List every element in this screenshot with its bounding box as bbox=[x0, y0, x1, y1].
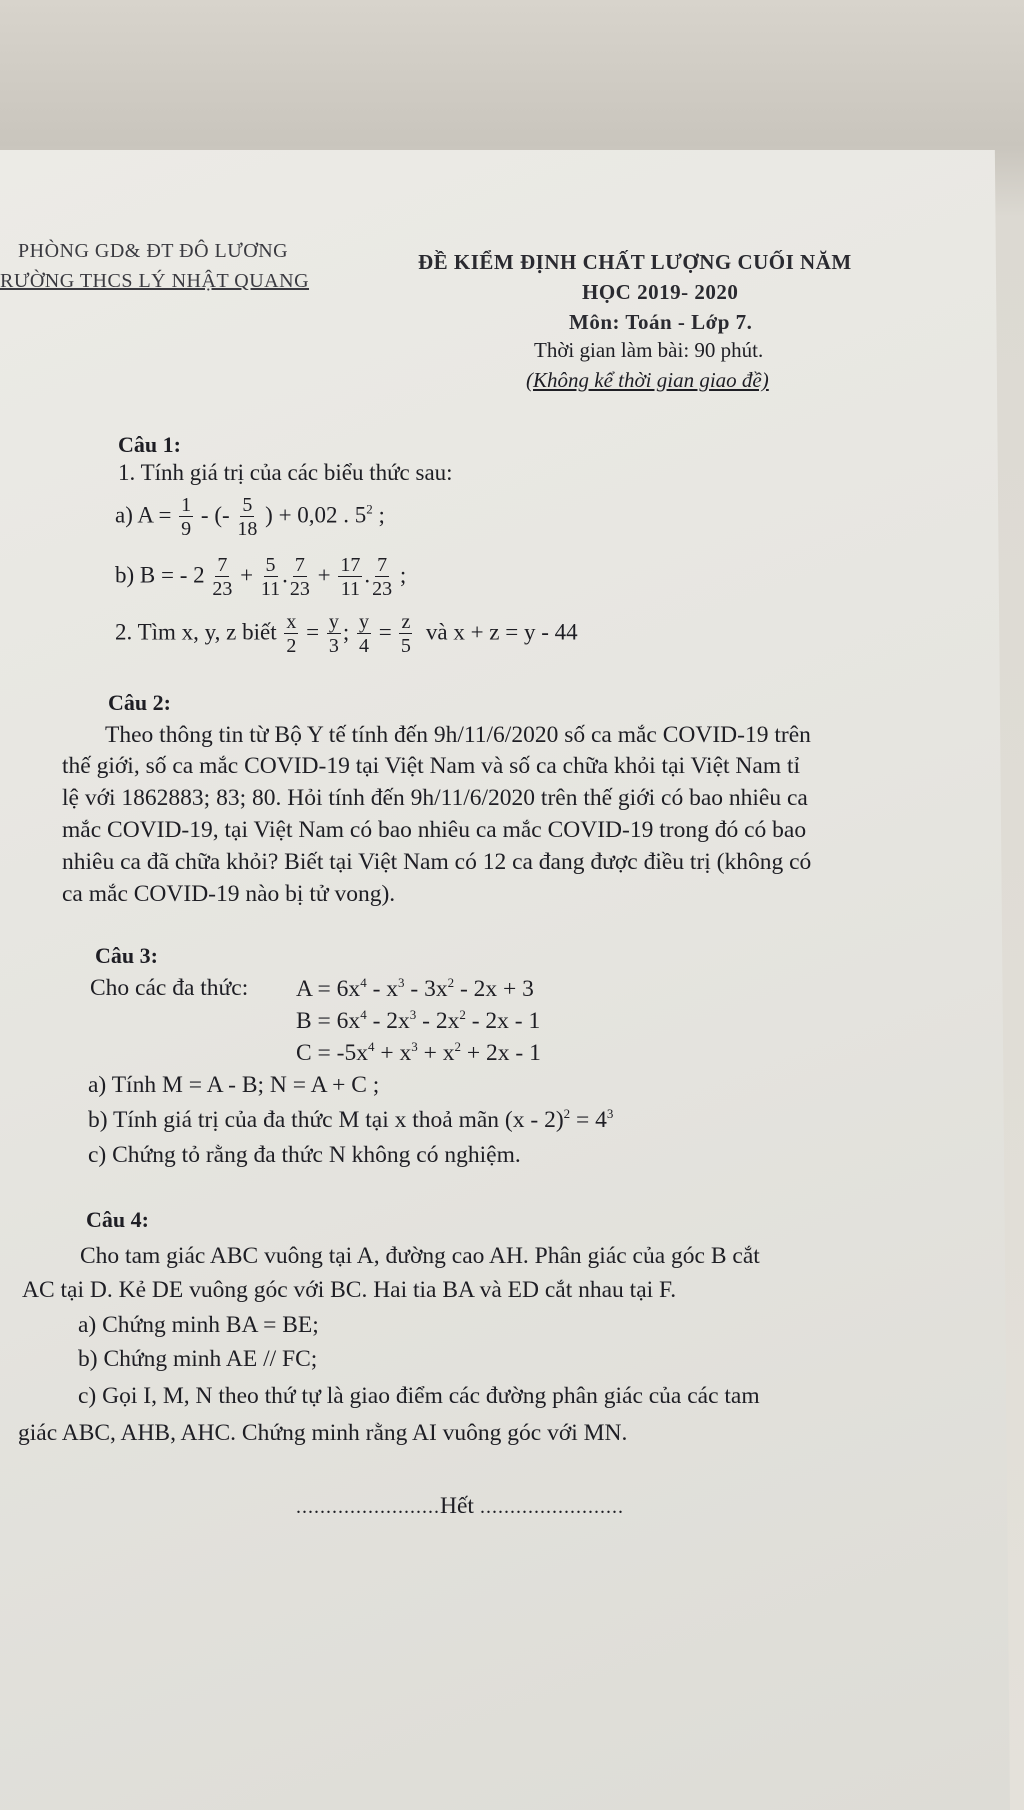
q1p2-fraction-1: $\frac{x}{2}$ bbox=[286, 611, 297, 657]
q1a-tail: ) + 0,02 . 5 bbox=[265, 502, 367, 528]
exam-subject: Môn: Toán - Lớp 7. bbox=[569, 310, 753, 334]
question-4-line-1: Cho tam giác ABC vuông tại A, đường cao AH. Phân giác của góc B cắt bbox=[80, 1243, 760, 1269]
question-1b-expression bbox=[115, 555, 406, 599]
question-2-line-2: thế giới, số ca mắc COVID-19 tại Việt Nam và số ca chữa khỏi tại Việt Nam tỉ bbox=[62, 753, 801, 779]
question-3a: a) Tính M = A - B; N = A + C ; bbox=[88, 1072, 380, 1098]
question-1-part-2 bbox=[115, 612, 578, 656]
question-1-intro: 1. Tính giá trị của các biểu thức sau: bbox=[118, 460, 453, 485]
department-name: PHÒNG GD& ĐT ĐÔ LƯƠNG bbox=[18, 240, 289, 262]
q1b-prefix: b) B = - 2 bbox=[115, 562, 205, 588]
exam-duration: Thời gian làm bài: 90 phút. bbox=[534, 338, 764, 362]
question-2-line-5: nhiêu ca đã chữa khỏi? Biết tại Việt Nam có 12 ca đang được điều trị (không có bbox=[62, 849, 812, 875]
question-4-title: Câu 4: bbox=[86, 1207, 149, 1232]
q1p2-tail: và x + z = y - 44 bbox=[425, 619, 578, 645]
end-word: Hết bbox=[440, 1493, 474, 1519]
q1b-plus-2: + bbox=[317, 562, 331, 588]
question-3-intro: Cho các đa thức: bbox=[90, 975, 249, 1001]
q1a-prefix: a) A = bbox=[115, 502, 172, 528]
question-1a-expression bbox=[115, 495, 385, 539]
question-4c-line-2: giác ABC, AHB, AHC. Chứng minh rằng AI vuông góc với MN. bbox=[18, 1420, 628, 1446]
school-name: RƯỜNG THCS LÝ NHẬT QUANG bbox=[0, 270, 310, 292]
q1p2-prefix: 2. Tìm x, y, z biết bbox=[115, 619, 277, 645]
question-1-title: Câu 1: bbox=[118, 432, 181, 457]
q1a-exponent: 2 bbox=[366, 501, 373, 517]
question-4c-line-1: c) Gọi I, M, N theo thứ tự là giao điểm các đường phân giác của các tam bbox=[78, 1383, 760, 1409]
q1b-fraction-3: $\frac{7}{23}$ bbox=[289, 554, 310, 600]
question-2-line-4: mắc COVID-19, tại Việt Nam có bao nhiêu ca mắc COVID-19 trong đó có bao bbox=[62, 817, 807, 843]
end-marker bbox=[296, 1493, 624, 1520]
question-4b: b) Chứng minh AE // FC; bbox=[78, 1346, 318, 1372]
exam-title: ĐỀ KIỂM ĐỊNH CHẤT LƯỢNG CUỐI NĂM bbox=[418, 250, 852, 274]
polynomial-b: $B = 6x^4 - 2x^3 - 2x^2 - 2x - 1$ bbox=[296, 1007, 541, 1034]
end-left-dots: ........................ bbox=[296, 1496, 440, 1518]
q1a-fraction-2: $\frac{5}{18}$ bbox=[237, 494, 258, 540]
exam-note: (Không kể thời gian giao đề) bbox=[526, 368, 769, 392]
question-4a: a) Chứng minh BA = BE; bbox=[78, 1312, 319, 1338]
q1b-fraction-2: $\frac{5}{11}$ bbox=[260, 554, 281, 600]
q1a-fraction-1: $\frac{1}{9}$ bbox=[181, 494, 192, 540]
question-2-line-1: Theo thông tin từ Bộ Y tế tính đến 9h/11/6/2020 số ca mắc COVID-19 trên bbox=[105, 722, 811, 748]
q1b-plus-1: + bbox=[240, 562, 254, 588]
end-right-dots: ........................ bbox=[479, 1496, 624, 1518]
question-3-title: Câu 3: bbox=[95, 943, 158, 968]
q1b-dot-2: . bbox=[364, 562, 371, 588]
polynomial-a: $A = 6x^4 - x^3 - 3x^2 - 2x + 3$ bbox=[296, 975, 534, 1002]
question-2-line-3: lệ với 1862883; 83; 80. Hỏi tính đến 9h/11/6/2020 trên thế giới có bao nhiêu ca bbox=[62, 785, 808, 811]
q1a-mid: - (- bbox=[200, 502, 230, 528]
q1a-end: ; bbox=[378, 502, 385, 528]
question-2-title: Câu 2: bbox=[108, 690, 171, 715]
question-2-line-6: ca mắc COVID-19 nào bị tử vong). bbox=[62, 881, 396, 907]
q1p2-separator: ; bbox=[342, 619, 350, 645]
question-3c: c) Chứng tỏ rằng đa thức N không có nghiệm. bbox=[88, 1142, 521, 1168]
q1b-dot-1: . bbox=[282, 562, 288, 588]
exam-school-year: HỌC 2019- 2020 bbox=[582, 280, 739, 304]
q1b-end: ; bbox=[399, 562, 407, 588]
q1p2-equals-2: = bbox=[378, 619, 392, 645]
q1b-fraction-1: $\frac{7}{23}$ bbox=[212, 554, 233, 600]
question-3b: b) Tính giá trị của đa thức M tại x thoả mãn $(x - 2)^2 = 4^3$ bbox=[88, 1106, 614, 1133]
q1p2-fraction-3: $\frac{y}{4}$ bbox=[359, 611, 369, 657]
q1p2-fraction-4: $\frac{z}{5}$ bbox=[400, 611, 411, 657]
q1b-fraction-4: $\frac{17}{11}$ bbox=[340, 554, 361, 600]
polynomial-c: $C = -5x^4 + x^3 + x^2 + 2x - 1$ bbox=[296, 1039, 541, 1066]
q1p2-equals-1: = bbox=[306, 619, 320, 645]
question-4-line-2: AC tại D. Kẻ DE vuông góc với BC. Hai tia BA và ED cắt nhau tại F. bbox=[22, 1277, 677, 1303]
q1p2-fraction-2: $\frac{y}{3}$ bbox=[328, 611, 339, 657]
q1b-fraction-5: $\frac{7}{23}$ bbox=[372, 554, 393, 600]
